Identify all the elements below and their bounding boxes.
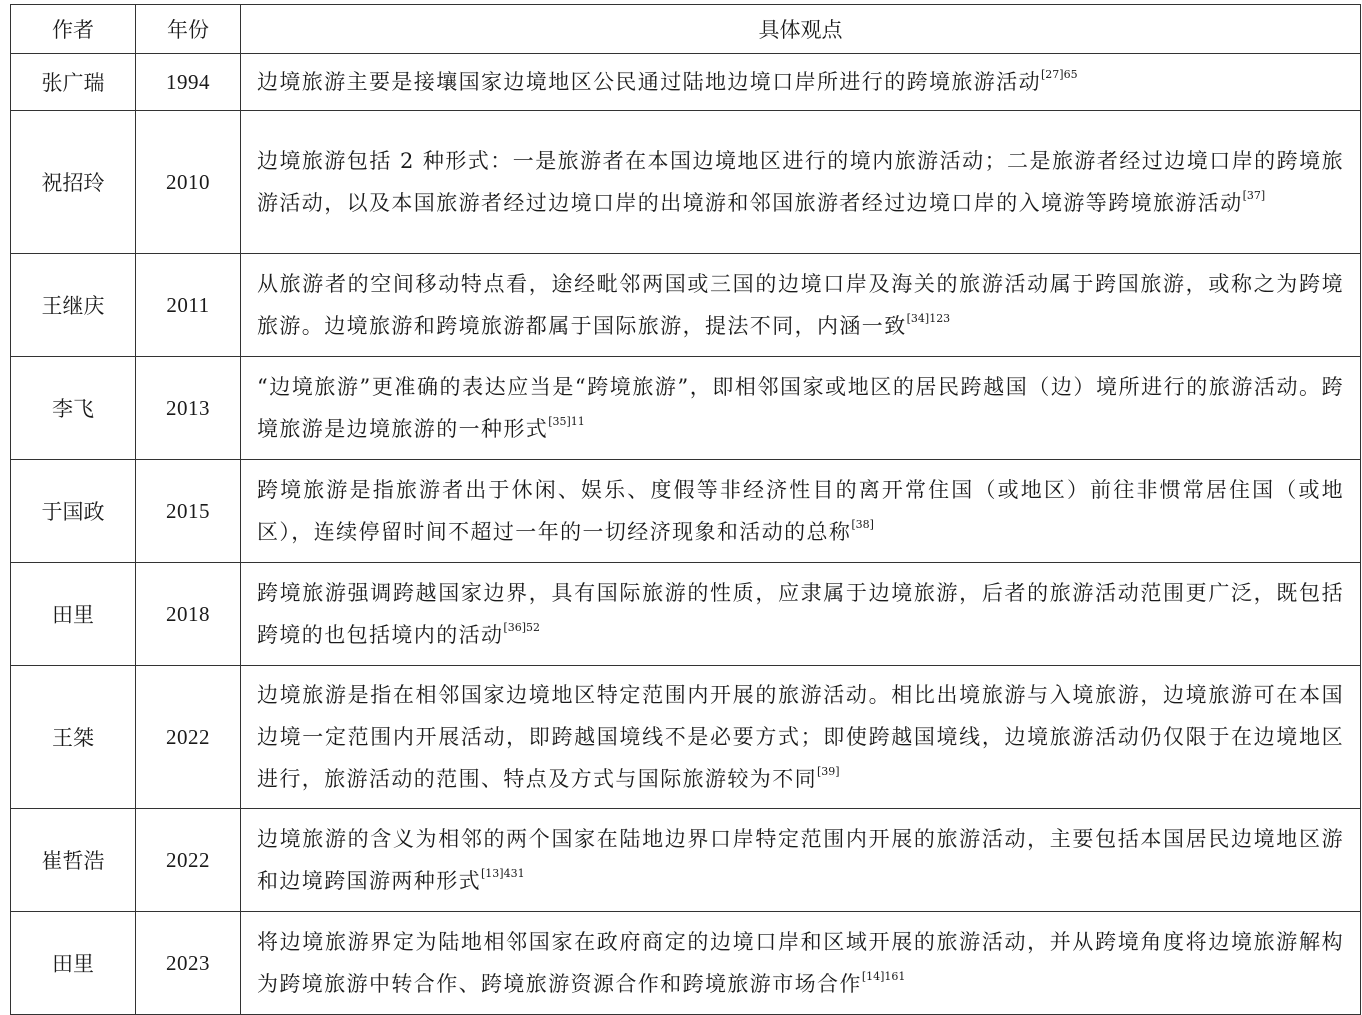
view-text: “边境旅游”更准确的表达应当是“跨境旅游”，即相邻国家或地区的居民跨越国（边）境所进行的旅游活动。跨境旅游是边境旅游的一种形式 [257, 375, 1344, 441]
author-cell: 李飞 [11, 357, 136, 460]
header-view: 具体观点 [241, 5, 1361, 54]
view-cell [241, 254, 1361, 357]
view-text: 边境旅游的含义为相邻的两个国家在陆地边界口岸特定范围内开展的旅游活动，主要包括本国居民边境地区游和边境跨国游两种形式 [257, 827, 1344, 893]
author-cell: 王桀 [11, 666, 136, 809]
author-cell: 田里 [11, 912, 136, 1015]
year-cell: 2013 [136, 357, 241, 460]
author-cell: 崔哲浩 [11, 809, 136, 912]
table-row [11, 563, 1361, 666]
view-cell [241, 54, 1361, 111]
view-text: 边境旅游主要是接壤国家边境地区公民通过陆地边境口岸所进行的跨境旅游活动 [257, 70, 1041, 94]
author-cell: 王继庆 [11, 254, 136, 357]
author-cell: 田里 [11, 563, 136, 666]
view-cell [241, 563, 1361, 666]
view-text: 将边境旅游界定为陆地相邻国家在政府商定的边境口岸和区域开展的旅游活动，并从跨境角度将边境旅游解构为跨境旅游中转合作、跨境旅游资源合作和跨境旅游市场合作 [257, 930, 1344, 996]
year-cell: 2015 [136, 460, 241, 563]
citation-ref: [36]52 [503, 621, 540, 634]
view-text: 跨境旅游强调跨越国家边界，具有国际旅游的性质，应隶属于边境旅游，后者的旅游活动范围更广泛，既包括跨境的也包括境内的活动 [257, 581, 1344, 647]
view-cell [241, 666, 1361, 809]
view-text: 边境旅游包括 2 种形式：一是旅游者在本国边境地区进行的境内旅游活动；二是旅游者经过边境口岸的跨境旅游活动，以及本国旅游者经过边境口岸的出境游和邻国旅游者经过边境口岸的入境游等跨境旅游活动 [257, 149, 1344, 215]
view-cell [241, 912, 1361, 1015]
author-cell: 祝招玲 [11, 111, 136, 254]
year-cell: 2022 [136, 666, 241, 809]
table-row [11, 666, 1361, 809]
view-cell [241, 111, 1361, 254]
citation-ref: [27]65 [1041, 68, 1078, 81]
header-author: 作者 [11, 5, 136, 54]
year-cell: 2023 [136, 912, 241, 1015]
table-row [11, 357, 1361, 460]
citation-ref: [37] [1242, 189, 1266, 202]
view-cell [241, 357, 1361, 460]
table-row [11, 912, 1361, 1015]
citation-ref: [34]123 [906, 312, 951, 325]
citation-ref: [13]431 [481, 867, 525, 880]
year-cell: 2011 [136, 254, 241, 357]
table-row [11, 254, 1361, 357]
citation-ref: [14]161 [861, 970, 906, 983]
table-row [11, 460, 1361, 563]
table-row [11, 809, 1361, 912]
header-year: 年份 [136, 5, 241, 54]
citation-ref: [38] [851, 518, 874, 531]
view-text: 跨境旅游是指旅游者出于休闲、娱乐、度假等非经济性目的离开常住国（或地区）前往非惯常居住国（或地区），连续停留时间不超过一年的一切经济现象和活动的总称 [257, 478, 1344, 544]
author-cell: 于国政 [11, 460, 136, 563]
table-row [11, 54, 1361, 111]
author-cell: 张广瑞 [11, 54, 136, 111]
view-text: 从旅游者的空间移动特点看，途经毗邻两国或三国的边境口岸及海关的旅游活动属于跨国旅游，或称之为跨境旅游。边境旅游和跨境旅游都属于国际旅游，提法不同，内涵一致 [257, 272, 1344, 338]
year-cell: 1994 [136, 54, 241, 111]
viewpoints-table [10, 4, 1361, 1015]
view-cell [241, 460, 1361, 563]
citation-ref: [39] [817, 765, 840, 778]
citation-ref: [35]11 [548, 415, 585, 428]
table-header-row [11, 5, 1361, 54]
view-cell [241, 809, 1361, 912]
year-cell: 2010 [136, 111, 241, 254]
view-text: 边境旅游是指在相邻国家边境地区特定范围内开展的旅游活动。相比出境旅游与入境旅游，边境旅游可在本国边境一定范围内开展活动，即跨越国境线不是必要方式；即使跨越国境线，边境旅游活动仍仅限于在边境地区进行，旅游活动的范围、特点及方式与国际旅游较为不同 [257, 683, 1344, 791]
year-cell: 2018 [136, 563, 241, 666]
year-cell: 2022 [136, 809, 241, 912]
table-row [11, 111, 1361, 254]
